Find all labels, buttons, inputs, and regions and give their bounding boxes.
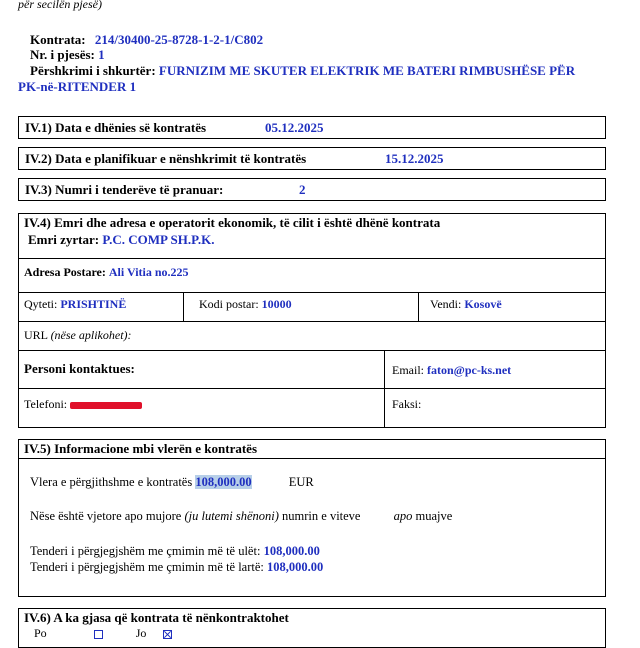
max-value: 108,000.00 [267, 560, 324, 574]
adresa-label: Adresa Postare: [24, 265, 106, 279]
jo-checkbox[interactable] [163, 630, 172, 639]
url-note: (nëse aplikohet): [50, 328, 132, 342]
telefoni-label: Telefoni: [24, 397, 68, 411]
kontrata-value: 214/30400-25-8728-1-2-1/C802 [94, 32, 264, 47]
kodi-cell [199, 297, 292, 312]
vjetore-tail: numrin e viteve [282, 509, 361, 523]
emri-line [28, 232, 214, 248]
jo-label: Jo [135, 626, 147, 640]
url-line [24, 328, 132, 343]
qyteti-label: Qyteti: [24, 297, 58, 311]
url-label: URL [24, 328, 48, 342]
iv4-divider-1 [18, 258, 606, 259]
telefoni-cell [24, 397, 142, 412]
iv5-label: IV.5) Informacione mbi vlerën e kontratës [24, 441, 258, 456]
iv1-label: IV.1) Data e dhënies së kontratës [25, 120, 207, 135]
qyteti-cell [24, 297, 126, 312]
email-label: Email: [392, 363, 424, 377]
vendi-cell [430, 297, 502, 312]
po-label: Po [34, 626, 47, 640]
personi-label: Personi kontaktues: [24, 361, 135, 376]
iv3-value: 2 [299, 182, 306, 197]
iv4-vline-1 [183, 292, 184, 321]
adresa-value: Ali Vitia no.225 [108, 265, 189, 279]
pershkrimi-value-2: PK-në-RITENDER 1 [18, 79, 137, 94]
nr-pjeses-label: Nr. i pjesës: [30, 47, 95, 62]
email-value: faton@pc-ks.net [427, 363, 512, 377]
iv4-divider-5 [18, 388, 606, 389]
adresa-line [24, 265, 189, 280]
vjetore-note: (ju lutemi shënoni) [184, 509, 279, 523]
section-iv1 [18, 116, 606, 139]
min-value: 108,000.00 [263, 544, 320, 558]
max-label: Tenderi i përgjegjshëm me çmimin më të lartë: [30, 560, 264, 574]
pershkrimi-line [30, 63, 575, 79]
min-line [30, 544, 320, 559]
pershkrimi-label: Përshkrimi i shkurtër: [30, 63, 156, 78]
max-line [30, 560, 323, 575]
emri-label: Emri zyrtar: [28, 232, 100, 247]
top-note: për secilën pjesë) [18, 0, 102, 11]
nr-pjeses-line [30, 47, 105, 63]
kontrata-label: Kontrata: [30, 32, 86, 47]
iv1-value: 05.12.2025 [265, 120, 324, 135]
emri-value: P.C. COMP SH.P.K. [102, 232, 215, 247]
min-label: Tenderi i përgjegjshëm me çmimin më të ulët: [30, 544, 261, 558]
iv6-label: IV.6) A ka gjasa që kontrata të nënkontraktohet [24, 610, 289, 625]
vjetore-line [30, 509, 452, 524]
iv6-options [34, 626, 172, 641]
iv4-divider-2 [18, 292, 606, 293]
vlera-line [30, 475, 314, 490]
apo-text: apo [393, 509, 413, 523]
iv2-value: 15.12.2025 [385, 151, 444, 166]
redaction-mark [70, 402, 142, 409]
kontrata-line [30, 32, 263, 48]
nr-pjeses-value: 1 [98, 47, 105, 62]
email-cell [392, 363, 511, 378]
vendi-value: Kosovë [464, 297, 502, 311]
iv4-divider-3 [18, 321, 606, 322]
currency: EUR [288, 475, 314, 489]
vlera-label: Vlera e përgjithshme e kontratës [30, 475, 193, 489]
vlera-value: 108,000.00 [195, 475, 252, 489]
iv4-divider-4 [18, 350, 606, 351]
iv4-vline-3 [384, 350, 385, 428]
faksi-label: Faksi: [392, 397, 422, 411]
vjetore-text: Nëse është vjetore apo mujore [30, 509, 182, 523]
iv5-header-divider [18, 458, 606, 459]
iv3-label: IV.3) Numri i tenderëve të pranuar: [25, 182, 224, 197]
iv2-label: IV.2) Data e planifikuar e nënshkrimit të kontratës [25, 151, 307, 166]
kodi-label: Kodi postar: [199, 297, 259, 311]
muajve-text: muajve [415, 509, 453, 523]
qyteti-value: PRISHTINË [60, 297, 127, 311]
kodi-value: 10000 [261, 297, 292, 311]
section-iv2 [18, 147, 606, 170]
vendi-label: Vendi: [430, 297, 462, 311]
iv4-vline-2 [418, 292, 419, 321]
iv4-label: IV.4) Emri dhe adresa e operatorit ekonomik, të cilit i është dhënë kontrata [24, 215, 441, 230]
section-iv3 [18, 178, 606, 201]
pershkrimi-value-1: FURNIZIM ME SKUTER ELEKTRIK ME BATERI RIMBUSHËSE PËR [158, 63, 576, 78]
po-checkbox[interactable] [94, 630, 103, 639]
